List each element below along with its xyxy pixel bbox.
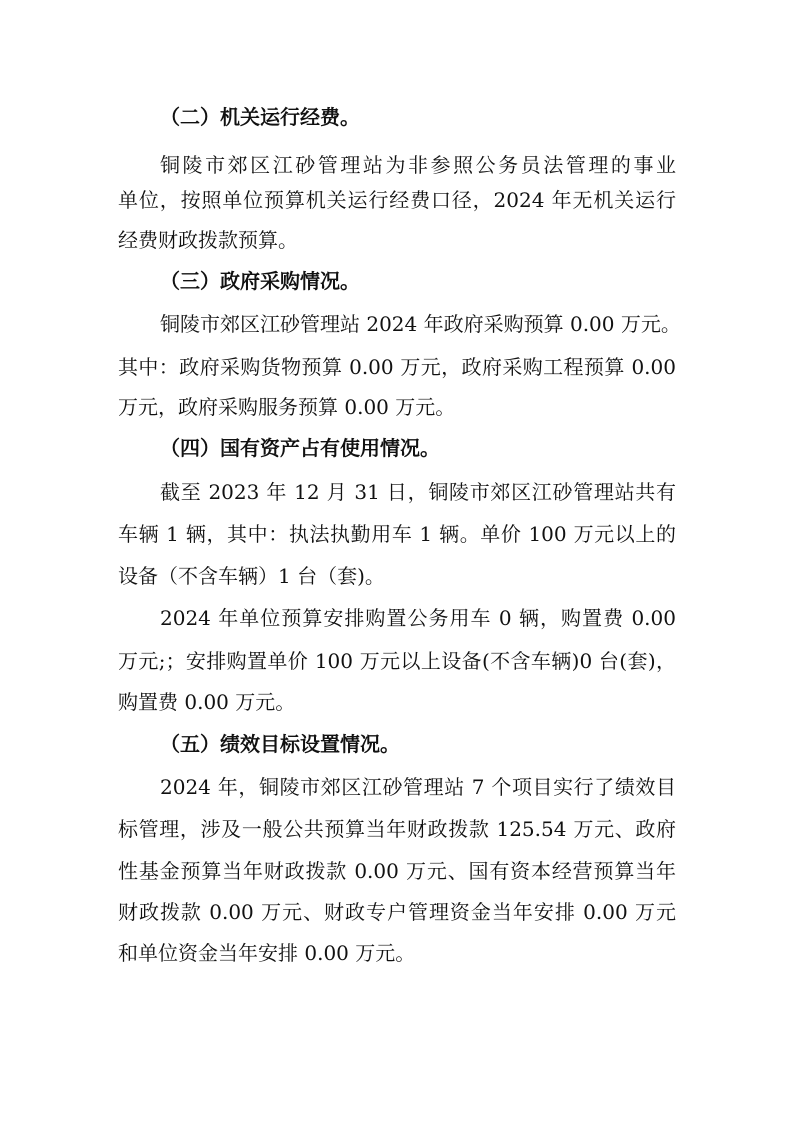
paragraph-line: 2024 年单位预算安排购置公务用车 0 辆，购置费 0.00 [160,606,676,630]
section-heading-3: （三）政府采购情况。 [160,269,360,293]
paragraph-line: 2024 年，铜陵市郊区江砂管理站 7 个项目实行了绩效目 [160,775,676,799]
paragraph-line: 设备（不含车辆）1 台（套)。 [118,564,385,588]
paragraph-line: 经费财政拨款预算。 [118,228,298,252]
paragraph-line: 标管理，涉及一般公共预算当年财政拨款 125.54 万元、政府 [118,817,676,841]
paragraph-line: 铜陵市郊区江砂管理站为非参照公务员法管理的事业 [160,153,676,177]
paragraph-line: 和单位资金当年安排 0.00 万元。 [118,941,416,965]
paragraph-line: 车辆 1 辆，其中：执法执勤用车 1 辆。单价 100 万元以上的 [118,522,676,546]
paragraph-line: 铜陵市郊区江砂管理站 2024 年政府采购预算 0.00 万元。 [160,312,681,336]
paragraph-line: 性基金预算当年财政拨款 0.00 万元、国有资本经营预算当年 [118,859,676,883]
paragraph-line: 万元，政府采购服务预算 0.00 万元。 [118,395,456,419]
paragraph-line: 截至 2023 年 12 月 31 日，铜陵市郊区江砂管理站共有 [160,480,676,504]
paragraph-line: 购置费 0.00 万元。 [118,690,296,714]
paragraph-line: 万元;；安排购置单价 100 万元以上设备(不含车辆)0 台(套)， [118,649,676,673]
section-heading-4: （四）国有资产占有使用情况。 [160,436,440,460]
paragraph-line: 财政拨款 0.00 万元、财政专户管理资金当年安排 0.00 万元 [118,900,676,924]
section-heading-5: （五）绩效目标设置情况。 [160,732,400,756]
section-heading-2: （二）机关运行经费。 [160,105,360,129]
paragraph-line: 其中：政府采购货物预算 0.00 万元，政府采购工程预算 0.00 [118,355,676,379]
paragraph-line: 单位，按照单位预算机关运行经费口径，2024 年无机关运行 [118,188,676,212]
